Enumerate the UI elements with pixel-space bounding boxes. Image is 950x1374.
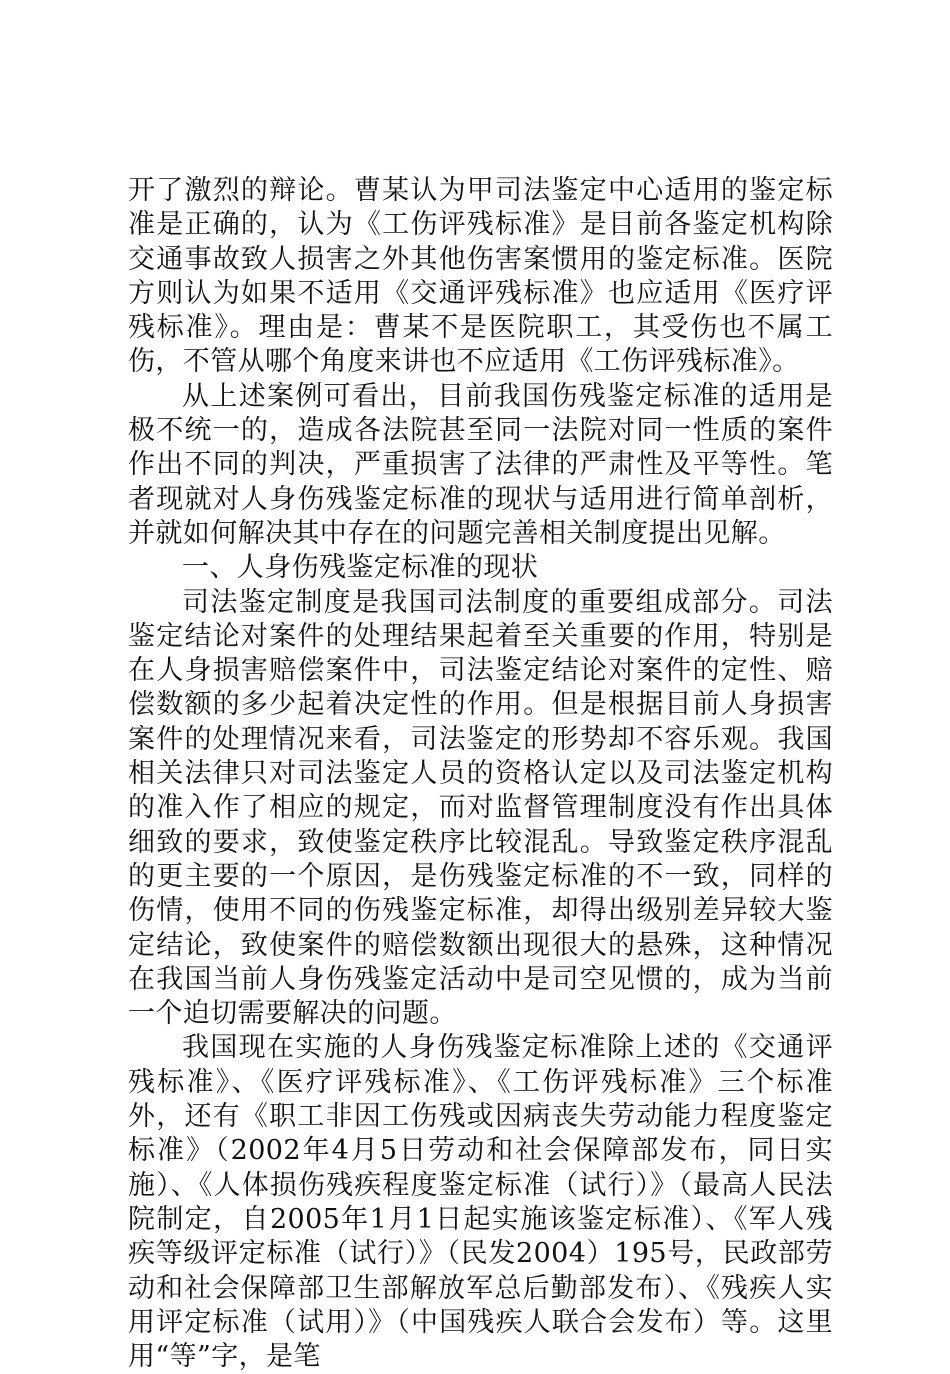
paragraph-continuation: 开了激烈的辩论。曹某认为甲司法鉴定中心适用的鉴定标准是正确的，认为《工伤评残标准》是目前各鉴定机构除交通事故致人损害之外其他伤害案惯用的鉴定标准。医院方则认为如果不适用《交通评残标准》也应适用《医疗评残标准》。理由是：曹某不是医院职工，其受伤也不属工伤，不管从哪个角度来讲也不应适用《工伤评残标准》。 — [128, 175, 833, 378]
paragraph-judicial-appraisal: 司法鉴定制度是我国司法制度的重要组成部分。司法鉴定结论对案件的处理结果起着至关重要的作用，特别是在人身损害赔偿案件中，司法鉴定结论对案件的定性、赔偿数额的多少起着决定性的作用。但是根据目前人身损害案件的处理情况来看，司法鉴定的形势却不容乐观。我国相关法律只对司法鉴定人员的资格认定以及司法鉴定机构的准入作了相应的规定，而对监督管理制度没有作出具体细致的要求，致使鉴定秩序比较混乱。导致鉴定秩序混乱的更主要的一个原因，是伤残鉴定标准的不一致，同样的伤情，使用不同的伤残鉴定标准，却得出级别差异较大鉴定结论，致使案件的赔偿数额出现很大的悬殊，这种情况在我国当前人身伤残鉴定活动中是司空见惯的，成为当前一个迫切需要解决的问题。 — [128, 586, 833, 1030]
section-heading: 一、人身伤残鉴定标准的现状 — [182, 552, 539, 584]
paragraph-case-analysis: 从上述案例可看出，目前我国伤残鉴定标准的适用是极不统一的，造成各法院甚至同一法院对同一性质的案件作出不同的判决，严重损害了法律的严肃性及平等性。笔者现就对人身伤残鉴定标准的现状与适用进行简单剖析，并就如何解决其中存在的问题完善相关制度提出见解。 — [128, 380, 833, 549]
paragraph-current-standards: 我国现在实施的人身伤残鉴定标准除上述的《交通评残标准》、《医疗评残标准》、《工伤评残标准》三个标准外，还有《职工非因工伤残或因病丧失劳动能力程度鉴定标准》（2002年4月5日劳动和社会保障部发布，同日实施）、《人体损伤残疾程度鉴定标准（试行）》（最高人民法院制定，自2005年1月1日起实施该鉴定标准）、《军人残疾等级评定标准（试行）》（民发2004）195号，民政部劳动和社会保障部卫生部解放军总后勤部发布）、《残疾人实用评定标准（试用）》（中国残疾人联合会发布）等。这里用“等”字，是笔 — [128, 1032, 833, 1373]
document-body — [128, 174, 833, 1374]
